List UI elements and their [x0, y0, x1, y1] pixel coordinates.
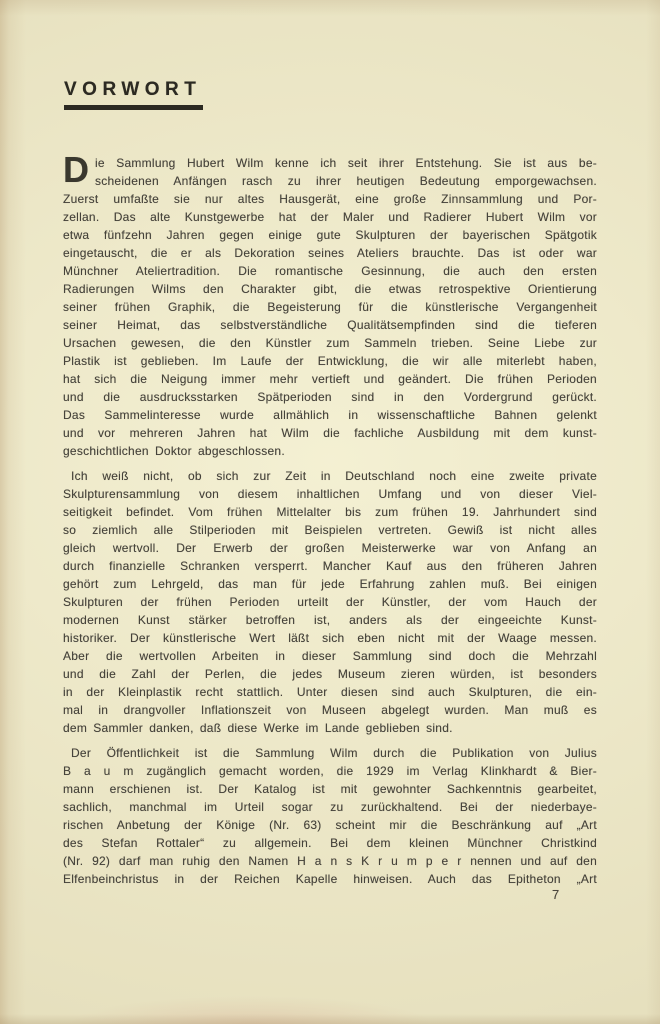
text-line: seitigkeit befindet. Vom frühen Mittelalter bis zum frühen 19. Jahrhundert sind — [63, 504, 597, 519]
text-line: (Nr. 92) darf man ruhig den Namen H a n s K r u m p e r nennen und auf den — [63, 853, 597, 868]
text-line: Das Sammelinteresse wurde allmählich in wissenschaftliche Bahnen gelenkt — [63, 407, 597, 422]
text-line: Münchner Ateliertradition. Die romantische Gesinnung, die auch den ersten — [63, 263, 597, 278]
text-line: Plastik ist geblieben. Im Laufe der Entwicklung, die wir alle miterlebt haben, — [63, 353, 597, 368]
text-line: Ursachen gewesen, die den Künstler zum Sammeln trieben. Seine Liebe zur — [63, 335, 597, 350]
text-line: Der Öffentlichkeit ist die Sammlung Wilm durch die Publikation von Julius — [71, 745, 597, 760]
text-line: mann erschienen ist. Der Katalog ist mit gewohnter Sachkenntnis gearbeitet, — [63, 781, 597, 796]
text-line: durch finanzielle Schranken versperrt. Mancher Kauf aus den früheren Jahren — [63, 558, 597, 573]
paragraph — [63, 467, 597, 737]
text-line: etwa fünfzehn Jahren gegen einige gute Skulpturen der bayerischen Spätgotik — [63, 227, 597, 242]
text-line: dem Sammler danken, daß diese Werke im Lande geblieben sind. — [63, 720, 453, 735]
text-line: ie Sammlung Hubert Wilm kenne ich seit ihrer Entstehung. Sie ist aus be- — [95, 155, 597, 170]
body-text — [63, 148, 597, 888]
text-line: des Stefan Rottaler“ zu allgemein. Bei dem kleinen Münchner Christkind — [63, 835, 597, 850]
text-line: hat sich die Neigung immer mehr vertieft und geändert. Die frühen Perioden — [63, 371, 597, 386]
text-line: gehört zum Lehrgeld, das man für jede Erfahrung zahlen muß. Bei einigen — [63, 576, 597, 591]
page-number: 7 — [552, 887, 560, 902]
paragraph — [63, 744, 597, 888]
text-line: mal in drangvoller Inflationszeit von Museen abgelegt wurden. Man muß es — [63, 702, 597, 717]
text-line: Skulpturen der frühen Perioden urteilt der Künstler, der vom Hauch der — [63, 594, 597, 609]
text-line: scheidenen Anfängen rasch zu ihrer heutigen Bedeutung emporgewachsen. — [95, 173, 597, 188]
text-line: Aber die wertvollen Arbeiten in dieser Sammlung sind doch die Mehrzahl — [63, 648, 597, 663]
text-line: historiker. Der künstlerische Wert läßt sich eben nicht mit der Waage messen. — [63, 630, 597, 645]
text-line: und die Zahl der Perlen, die jedes Museum zieren würden, ist besonders — [63, 666, 597, 681]
text-line: sachlich, manchmal im Urteil sogar zu zurückhaltend. Bei der niederbaye- — [63, 799, 597, 814]
text-line: Skulpturensammlung von diesem inhaltlichen Umfang und von dieser Viel- — [63, 486, 597, 501]
text-line: modernen Kunst stärker betroffen ist, anders als der eingeeichte Kunst- — [63, 612, 597, 627]
text-block — [63, 0, 597, 895]
text-line: Radierungen Wilms den Charakter gibt, die etwas retrospektive Orientierung — [63, 281, 597, 296]
dropcap-letter: D — [63, 148, 89, 190]
text-line: B a u m zugänglich gemacht worden, die 1929 im Verlag Klinkhardt & Bier- — [63, 763, 597, 778]
text-line: Ich weiß nicht, ob sich zur Zeit in Deutschland noch eine zweite private — [71, 468, 597, 483]
text-line: rischen Anbetung der Könige (Nr. 63) scheint mir die Beschränkung auf „Art — [63, 817, 597, 832]
text-line: so ziemlich alle Stilperioden mit Beispielen vertreten. Gewiß ist nicht alles — [63, 522, 597, 537]
text-line: geschichtlichen Doktor abgeschlossen. — [63, 443, 285, 458]
text-line: eingetauscht, die er als Dekoration seines Ateliers brauchte. Das ist oder war — [63, 245, 597, 260]
page-title: VORWORT — [64, 80, 203, 110]
text-line: Zuerst umfaßte sie nur altes Hausgerät, eine große Zinnsammlung und Por- — [63, 191, 597, 206]
text-line: in der Kleinplastik recht stattlich. Unter diesen sind auch Skulpturen, die ein- — [63, 684, 597, 699]
text-line: seiner frühen Graphik, die Begeisterung für die künstlerische Vergangenheit — [63, 299, 597, 314]
text-line: und vor mehreren Jahren hat Wilm die fachliche Ausbildung mit dem kunst- — [63, 425, 597, 440]
text-line: gleich wertvoll. Der Erwerb der großen Meisterwerke war von Anfang an — [63, 540, 597, 555]
text-line: seiner Heimat, das selbstverständliche Qualitätsempfinden sind die tieferen — [63, 317, 597, 332]
text-line: zellan. Das alte Kunstgewerbe hat der Maler und Radierer Hubert Wilm vor — [63, 209, 597, 224]
text-line: und die ausdrucksstarken Spätperioden sind in den Vordergrund gerückt. — [63, 389, 597, 404]
text-line: Elfenbeinchristus in der Reichen Kapelle hinweisen. Auch das Epitheton „Art — [63, 871, 597, 886]
paragraph — [63, 148, 597, 460]
